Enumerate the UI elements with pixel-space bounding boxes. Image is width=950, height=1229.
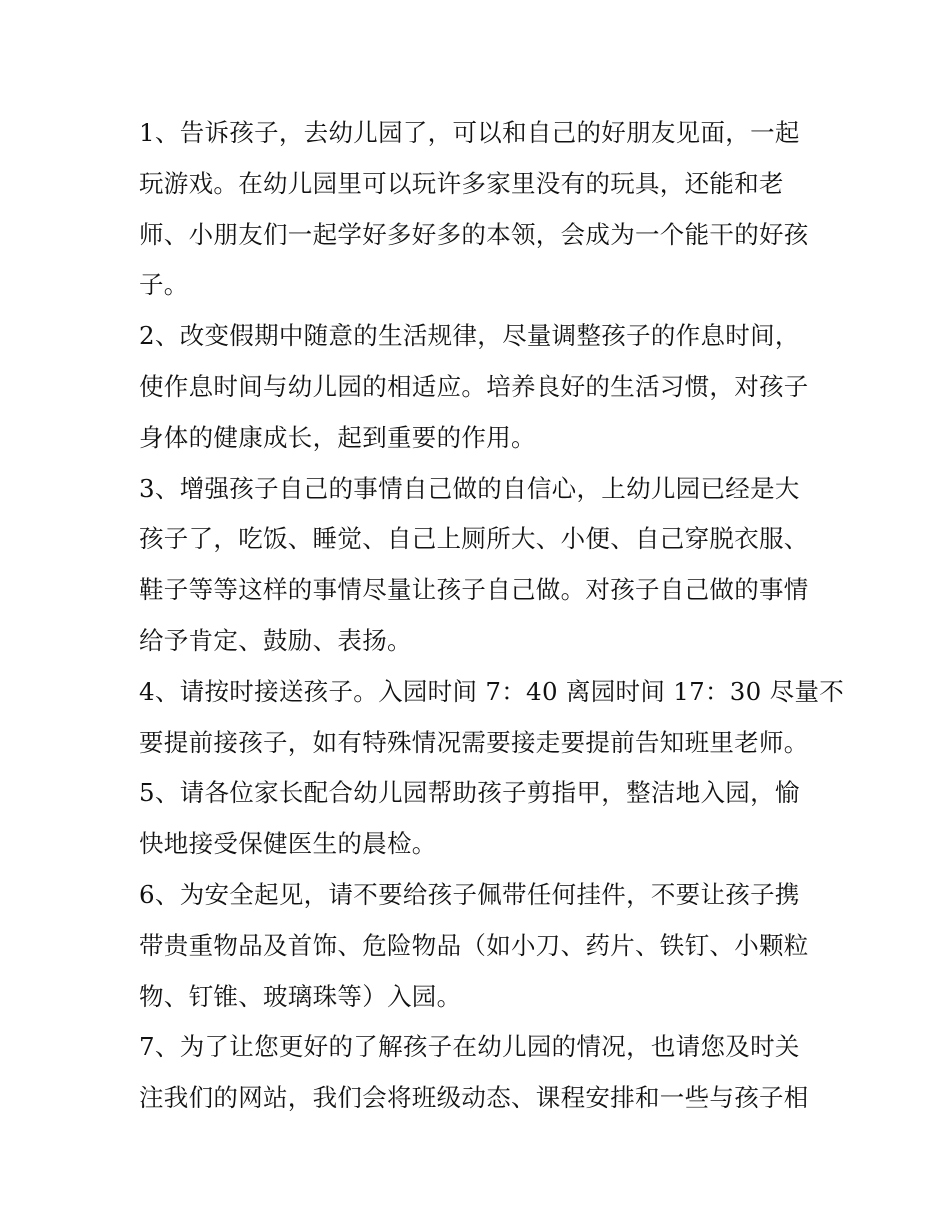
text-line: 5、请各位家长配合幼儿园帮助孩子剪指甲，整洁地入园，愉 [139,778,800,808]
text-line: 7、为了让您更好的了解孩子在幼儿园的情况，也请您及时关 [139,1032,800,1062]
text-line: 带贵重物品及首饰、危险物品（如小刀、药片、铁钉、小颗粒 [139,930,809,960]
text-line: 注我们的网站，我们会将班级动态、课程安排和一些与孩子相 [139,1083,809,1113]
text-line: 1、告诉孩子，去幼儿园了，可以和自己的好朋友见面，一起 [139,118,800,147]
text-line: 要提前接孩子，如有特殊情况需要接走要提前告知班里老师。 [139,727,809,757]
text-line: 6、为安全起见，请不要给孩子佩带任何挂件，不要让孩子携 [139,879,800,909]
text-line: 孩子了，吃饭、睡觉、自己上厕所大、小便、自己穿脱衣服、 [139,524,809,554]
text-line: 4、请按时接送孩子。入园时间 7：40 离园时间 17：30 尽量不 [139,676,845,706]
text-line: 快地接受保健医生的晨检。 [139,829,437,859]
text-line: 3、增强孩子自己的事情自己做的自信心，上幼儿园已经是大 [139,473,800,503]
text-line: 鞋子等等这样的事情尽量让孩子自己做。对孩子自己做的事情 [139,575,809,605]
document-body [139,108,845,1124]
text-line: 2、改变假期中随意的生活规律，尽量调整孩子的作息时间， [139,321,800,351]
text-line: 子。 [139,270,189,300]
text-line: 师、小朋友们一起学好多好多的本领，会成为一个能干的好孩 [139,219,809,249]
text-line: 身体的健康成长，起到重要的作用。 [139,422,536,452]
text-line: 给予肯定、鼓励、表扬。 [139,625,412,655]
text-line: 物、钉锥、玻璃珠等）入园。 [139,981,462,1011]
text-line: 玩游戏。在幼儿园里可以玩许多家里没有的玩具，还能和老 [139,168,784,198]
text-line: 使作息时间与幼儿园的相适应。培养良好的生活习惯，对孩子 [139,371,809,401]
